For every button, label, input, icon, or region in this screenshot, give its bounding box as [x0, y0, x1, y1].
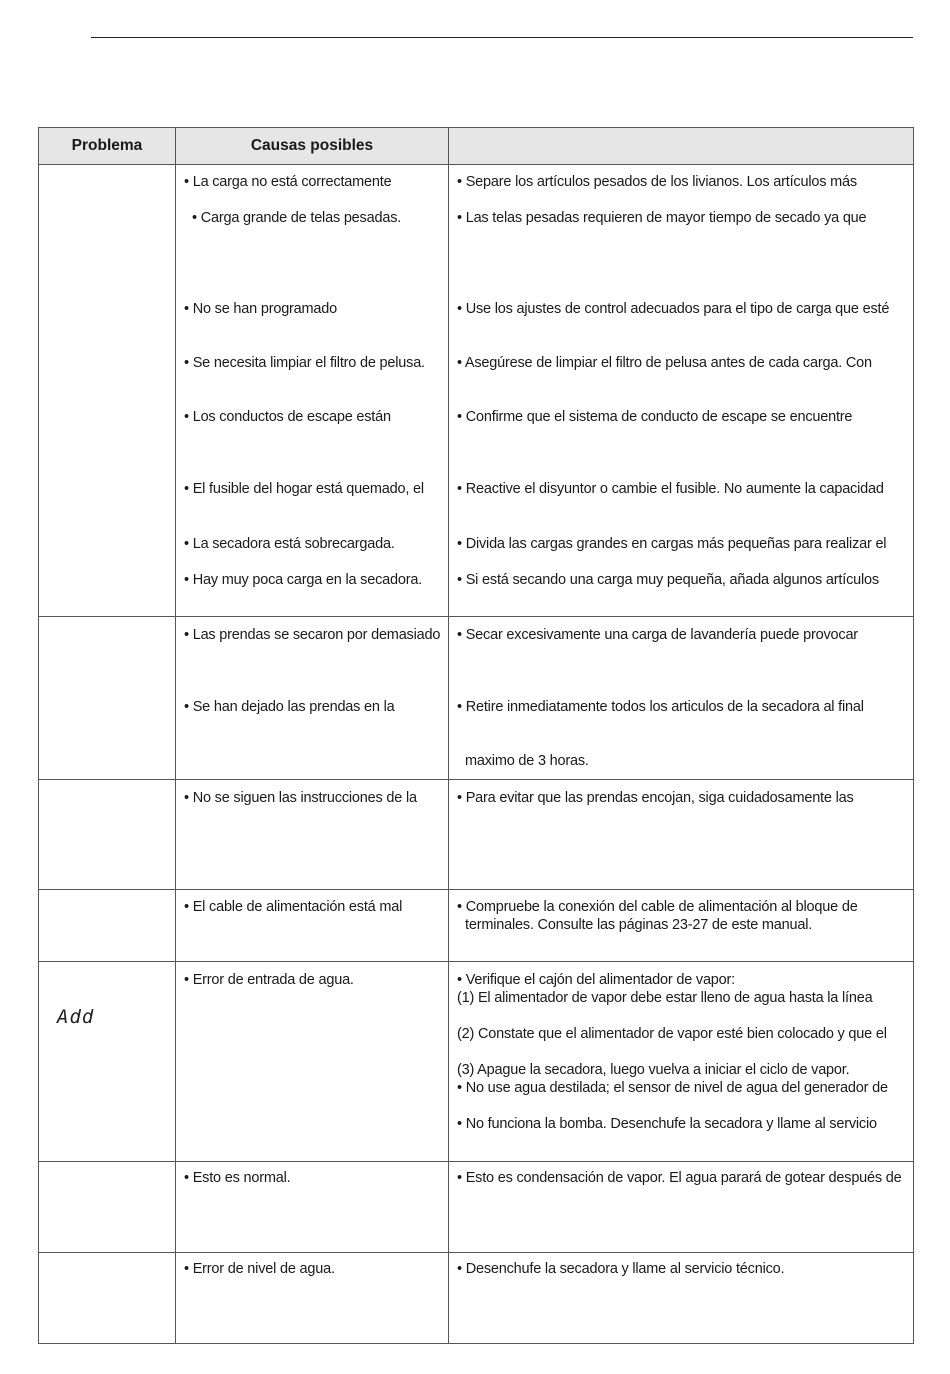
cause-line: • El fusible del hogar está quemado, el — [184, 481, 424, 497]
table-row — [39, 617, 914, 780]
causes-cell — [176, 1253, 449, 1344]
causes-cell — [176, 165, 449, 617]
header-solutions — [449, 128, 914, 165]
solution-line: • Reactive el disyuntor o cambie el fusible. No aumente la capacidad — [457, 481, 884, 497]
cause-line: • Se necesita limpiar el filtro de pelusa. — [184, 355, 425, 371]
solutions-cell — [449, 1162, 914, 1253]
solution-line: • Si está secando una carga muy pequeña, añada algunos artículos — [457, 572, 879, 588]
solution-line: • Secar excesivamente una carga de lavandería puede provocar — [457, 627, 858, 643]
cause-line: • Las prendas se secaron por demasiado — [184, 627, 441, 643]
solutions-cell — [449, 780, 914, 890]
solution-line: (3) Apague la secadora, luego vuelva a iniciar el ciclo de vapor. — [457, 1062, 850, 1078]
problem-cell — [39, 1253, 176, 1344]
solution-line: • No funciona la bomba. Desenchufe la secadora y llame al servicio — [457, 1116, 877, 1132]
table-row — [39, 165, 914, 617]
problem-cell — [39, 780, 176, 890]
cause-line: • Error de entrada de agua. — [184, 972, 354, 988]
table-row — [39, 780, 914, 890]
solutions-cell — [449, 1253, 914, 1344]
problem-cell — [39, 617, 176, 780]
solutions-cell — [449, 962, 914, 1162]
problem-cell — [39, 165, 176, 617]
solution-line: • Verifique el cajón del alimentador de vapor: — [457, 972, 735, 988]
causes-cell — [176, 780, 449, 890]
table-row — [39, 890, 914, 962]
solution-line: • Retire inmediatamente todos los articulos de la secadora al final — [457, 699, 864, 715]
solution-line: (1) El alimentador de vapor debe estar lleno de agua hasta la línea — [457, 990, 873, 1006]
solution-line: (2) Constate que el alimentador de vapor esté bien colocado y que el — [457, 1026, 887, 1042]
solution-line: • Separe los artículos pesados de los livianos. Los artículos más — [457, 174, 857, 190]
solution-line: • Divida las cargas grandes en cargas más pequeñas para realizar el — [457, 536, 887, 552]
solution-line: terminales. Consulte las páginas 23-27 de este manual. — [465, 917, 813, 933]
solutions-cell — [449, 165, 914, 617]
causes-cell — [176, 962, 449, 1162]
troubleshooting-table — [38, 127, 914, 1344]
solution-line: • Las telas pesadas requieren de mayor tiempo de secado ya que — [457, 210, 867, 226]
error-code-display: Add — [57, 1006, 95, 1028]
solution-line: • No use agua destilada; el sensor de nivel de agua del generador de — [457, 1080, 888, 1096]
table-header-row — [39, 128, 914, 165]
problem-cell — [39, 962, 176, 1162]
cause-line: • El cable de alimentación está mal — [184, 899, 403, 915]
table-row — [39, 1162, 914, 1253]
cause-line: • Esto es normal. — [184, 1170, 291, 1186]
solutions-cell — [449, 890, 914, 962]
header-problem: Problema — [39, 128, 176, 165]
problem-cell — [39, 890, 176, 962]
table-row — [39, 962, 914, 1162]
problem-cell — [39, 1162, 176, 1253]
solution-line: • Para evitar que las prendas encojan, siga cuidadosamente las — [457, 790, 854, 806]
solution-line: • Compruebe la conexión del cable de alimentación al bloque de — [457, 899, 858, 915]
solutions-cell — [449, 617, 914, 780]
solution-line: • Asegúrese de limpiar el filtro de pelusa antes de cada carga. Con — [457, 355, 872, 371]
cause-line: • La carga no está correctamente — [184, 174, 392, 190]
cause-line: • Los conductos de escape están — [184, 409, 391, 425]
cause-line: • Error de nivel de agua. — [184, 1261, 335, 1277]
solution-line: • Esto es condensación de vapor. El agua parará de gotear después de — [457, 1170, 902, 1186]
causes-cell — [176, 890, 449, 962]
cause-line: • Se han dejado las prendas en la — [184, 699, 395, 715]
solution-line: • Desenchufe la secadora y llame al servicio técnico. — [457, 1261, 785, 1277]
table-row — [39, 1253, 914, 1344]
causes-cell — [176, 1162, 449, 1253]
causes-cell — [176, 617, 449, 780]
cause-line: • La secadora está sobrecargada. — [184, 536, 395, 552]
cause-line: • No se han programado — [184, 301, 338, 317]
solution-line: • Use los ajustes de control adecuados para el tipo de carga que esté — [457, 301, 890, 317]
header-rule — [91, 37, 913, 38]
header-causes: Causas posibles — [176, 128, 449, 165]
cause-line: • No se siguen las instrucciones de la — [184, 790, 417, 806]
solution-line: • Confirme que el sistema de conducto de escape se encuentre — [457, 409, 853, 425]
solution-line: maximo de 3 horas. — [465, 753, 589, 769]
cause-line: • Carga grande de telas pesadas. — [192, 210, 402, 226]
cause-line: • Hay muy poca carga en la secadora. — [184, 572, 423, 588]
